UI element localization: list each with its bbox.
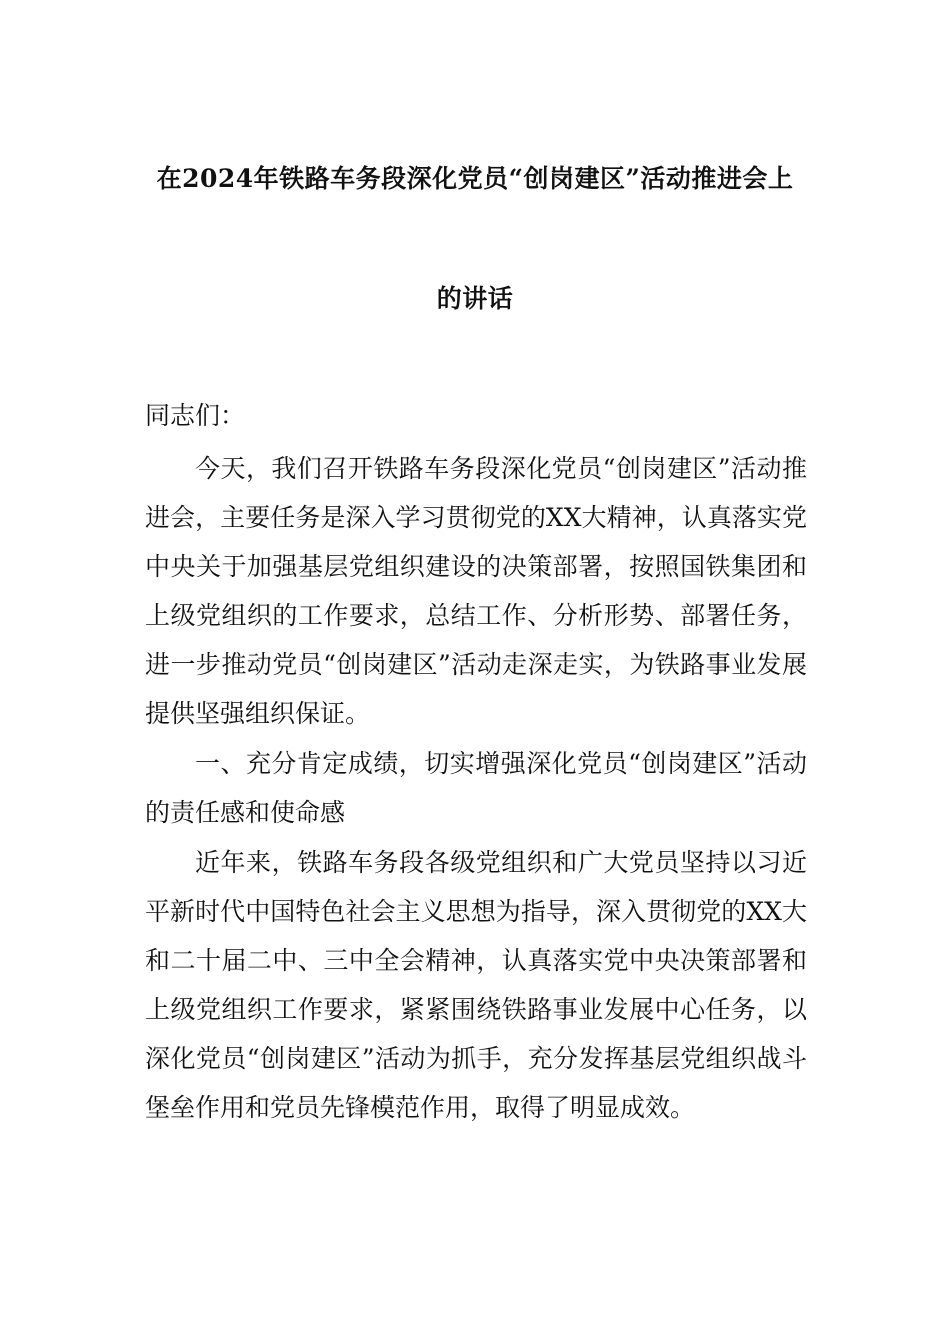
paragraph-intro: 今天，我们召开铁路车务段深化党员“创岗建区”活动推进会，主要任务是深入学习贯彻党的XX大精神，认真落实党中央关于加强基层党组织建设的决策部署，按照国铁集团和上级党组织的工作要求，总结工作、分析形势、部署任务，进一步推动党员“创岗建区”活动走深走实，为铁路事业发展提供坚强组织保证。 (145, 454, 807, 728)
document-title-line-2: 的讲话 (436, 284, 514, 313)
section-heading-1: 一、充分肯定成绩，切实增强深化党员“创岗建区”活动的责任感和使命感 (145, 749, 807, 827)
document-title-line-1: 在2024年铁路车务段深化党员“创岗建区”活动推进会上 (156, 164, 794, 193)
paragraph-achievements: 近年来，铁路车务段各级党组织和广大党员坚持以习近平新时代中国特色社会主义思想为指导，深入贯彻党的XX大和二十届二中、三中全会精神，认真落实党中央决策部署和上级党组织工作要求，紧紧围绕铁路事业发展中心任务，以深化党员“创岗建区”活动为抓手，充分发挥基层党组织战斗堡垒作用和党员先锋模范作用，取得了明显成效。 (145, 848, 807, 1122)
salutation: 同志们： (145, 401, 246, 430)
